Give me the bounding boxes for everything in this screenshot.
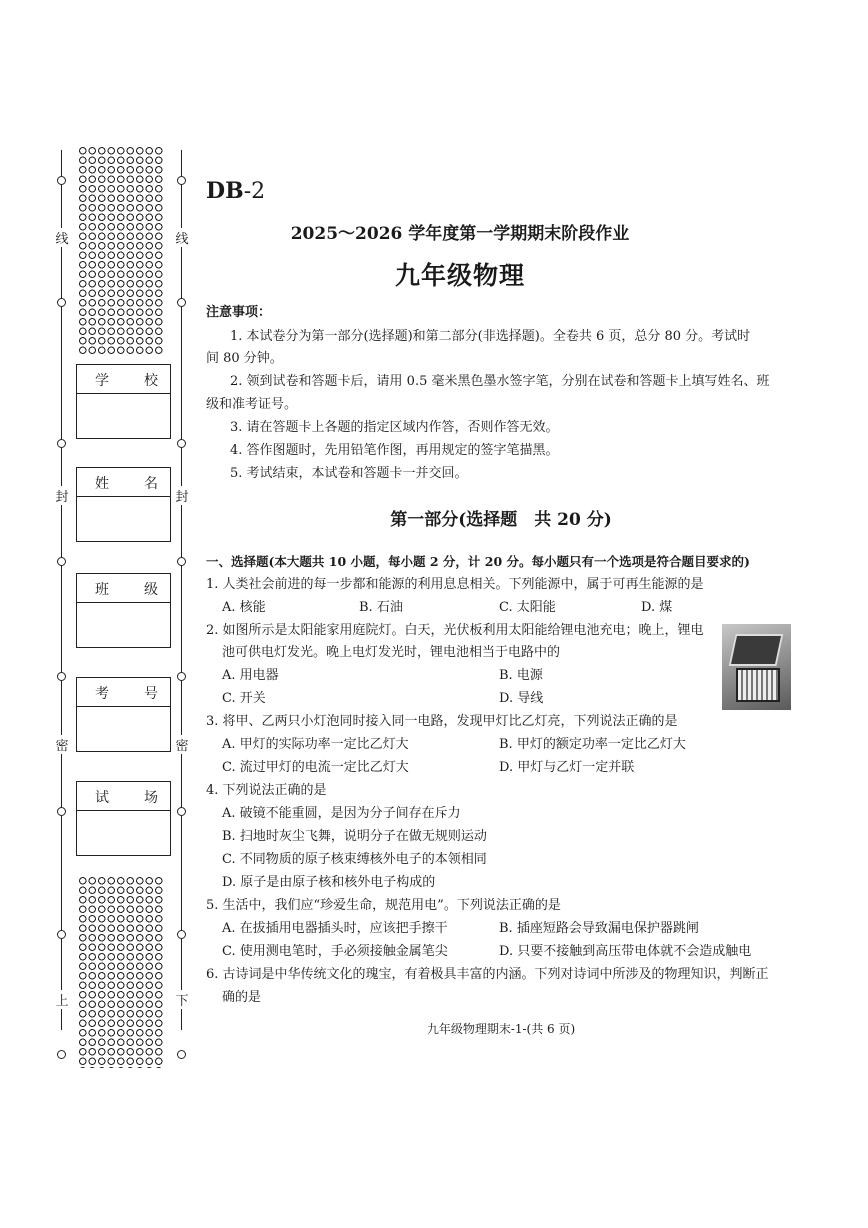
exam-number-field[interactable] [76, 677, 171, 752]
paper-code-suffix: -2 [243, 179, 266, 204]
field-label: 名 [144, 476, 158, 492]
class-field[interactable] [76, 573, 171, 648]
binding-ring [57, 1050, 66, 1059]
question-3-option-d: D. 甲灯与乙灯一定并联 [499, 760, 635, 775]
side-label: 上 [54, 990, 70, 1009]
dot-pattern [78, 146, 164, 354]
exam-title: 2025～2026 学年度第一学期期末阶段作业 [290, 224, 630, 244]
binding-ring [177, 298, 186, 307]
notice-line: 间 80 分钟。 [206, 351, 283, 366]
binding-ring [57, 807, 66, 816]
field-label: 级 [144, 582, 158, 598]
paper-code [206, 178, 265, 204]
side-label: 线 [174, 228, 190, 247]
name-field[interactable] [76, 467, 171, 542]
question-2-option-c: C. 开关 [222, 691, 266, 706]
binding-ring [57, 672, 66, 681]
question-2-option-d: D. 导线 [499, 691, 544, 706]
question-4-option-c: C. 不同物质的原子核束缚核外电子的本领相同 [222, 852, 487, 867]
paper-code-prefix: DB [206, 178, 244, 204]
exam-room-field[interactable] [76, 781, 171, 856]
lamp-shape [736, 668, 780, 702]
right-binding-line [181, 150, 182, 1030]
field-label: 校 [144, 373, 158, 389]
binding-ring [177, 807, 186, 816]
solar-lamp-photo [722, 624, 791, 710]
field-label: 号 [144, 686, 158, 702]
binding-ring [177, 176, 186, 185]
school-field[interactable] [76, 364, 171, 439]
section-title: 一、选择题(本大题共 10 小题，每小题 2 分，计 20 分。每小题只有一个选项是符合题目要求的) [206, 554, 750, 569]
field-label: 试 [95, 790, 109, 806]
binding-ring [177, 439, 186, 448]
question-5-option-c: C. 使用测电笔时，手必须接触金属笔尖 [222, 944, 448, 959]
side-label: 密 [54, 735, 70, 754]
side-label: 下 [174, 990, 190, 1009]
subject-title: 九年级物理 [394, 261, 525, 290]
notice-line: 1. 本试卷分为第一部分(选择题)和第二部分(非选择题)。全卷共 6 页，总分 80 分。考试时 [230, 329, 751, 344]
page-footer: 九年级物理期末-1-(共 6 页) [426, 1022, 576, 1036]
side-label: 密 [174, 735, 190, 754]
binding-ring [57, 930, 66, 939]
question-4-option-a: A. 破镜不能重圆，是因为分子间存在斥力 [222, 806, 461, 821]
part1-title: 第一部分(选择题 共 20 分) [390, 510, 612, 530]
field-label: 场 [144, 790, 158, 806]
notice-line: 4. 答作图题时，先用铅笔作图，再用规定的签字笔描黑。 [230, 443, 559, 458]
notice-line: 级和准考证号。 [206, 397, 298, 412]
field-label: 班 [95, 582, 109, 598]
question-1-option-d: D. 煤 [641, 600, 673, 615]
binding-ring [57, 557, 66, 566]
binding-ring [177, 557, 186, 566]
field-label: 姓 [95, 476, 109, 492]
question-5-stem: 5. 生活中，我们应“珍爱生命，规范用电”。下列说法正确的是 [206, 898, 561, 913]
question-2-option-a: A. 用电器 [222, 668, 279, 683]
binding-ring [177, 1050, 186, 1059]
question-6-stem: 确的是 [222, 990, 262, 1005]
question-3-option-b: B. 甲灯的额定功率一定比乙灯大 [499, 737, 686, 752]
question-5-option-b: B. 插座短路会导致漏电保护器跳闸 [499, 921, 699, 936]
binding-ring [57, 176, 66, 185]
solar-panel-shape [729, 634, 784, 666]
side-label: 线 [54, 228, 70, 247]
notice-heading: 注意事项： [206, 305, 272, 320]
side-label: 封 [54, 486, 70, 505]
binding-ring [57, 439, 66, 448]
question-4-option-d: D. 原子是由原子核和核外电子构成的 [222, 875, 436, 890]
question-5-option-d: D. 只要不接触到高压带电体就不会造成触电 [499, 944, 752, 959]
binding-ring [177, 672, 186, 681]
notice-line: 2. 领到试卷和答题卡后，请用 0.5 毫米黑色墨水签字笔，分别在试卷和答题卡上填写姓名、班 [230, 374, 770, 389]
field-label: 考 [95, 686, 109, 702]
notice-line: 5. 考试结束，本试卷和答题卡一并交回。 [230, 466, 468, 481]
question-1-option-a: A. 核能 [222, 600, 266, 615]
notice-line: 3. 请在答题卡上各题的指定区域内作答，否则作答无效。 [230, 420, 559, 435]
question-1-option-b: B. 石油 [359, 600, 403, 615]
question-3-option-c: C. 流过甲灯的电流一定比乙灯大 [222, 760, 409, 775]
question-4-option-b: B. 扫地时灰尘飞舞，说明分子在做无规则运动 [222, 829, 487, 844]
binding-ring [57, 298, 66, 307]
question-3-option-a: A. 甲灯的实际功率一定比乙灯大 [222, 737, 409, 752]
question-2-stem: 2. 如图所示是太阳能家用庭院灯。白天，光伏板利用太阳能给锂电池充电；晚上，锂电 [206, 623, 704, 638]
question-2-stem: 池可供电灯发光。晚上电灯发光时，锂电池相当于电路中的 [222, 645, 561, 660]
question-3-stem: 3. 将甲、乙两只小灯泡同时接入同一电路，发现甲灯比乙灯亮，下列说法正确的是 [206, 714, 678, 729]
side-label: 封 [174, 486, 190, 505]
question-6-stem: 6. 古诗词是中华传统文化的瑰宝，有着极具丰富的内涵。下列对诗词中所涉及的物理知识，判断正 [206, 967, 769, 982]
question-1-option-c: C. 太阳能 [499, 600, 556, 615]
question-4-stem: 4. 下列说法正确的是 [206, 783, 327, 798]
field-label: 学 [95, 373, 109, 389]
binding-ring [177, 930, 186, 939]
question-1-stem: 1. 人类社会前进的每一步都和能源的利用息息相关。下列能源中，属于可再生能源的是 [206, 577, 704, 592]
question-2-option-b: B. 电源 [499, 668, 543, 683]
left-binding-line [61, 150, 62, 1030]
dot-pattern [78, 876, 164, 1068]
question-5-option-a: A. 在拔插用电器插头时，应该把手擦干 [222, 921, 448, 936]
